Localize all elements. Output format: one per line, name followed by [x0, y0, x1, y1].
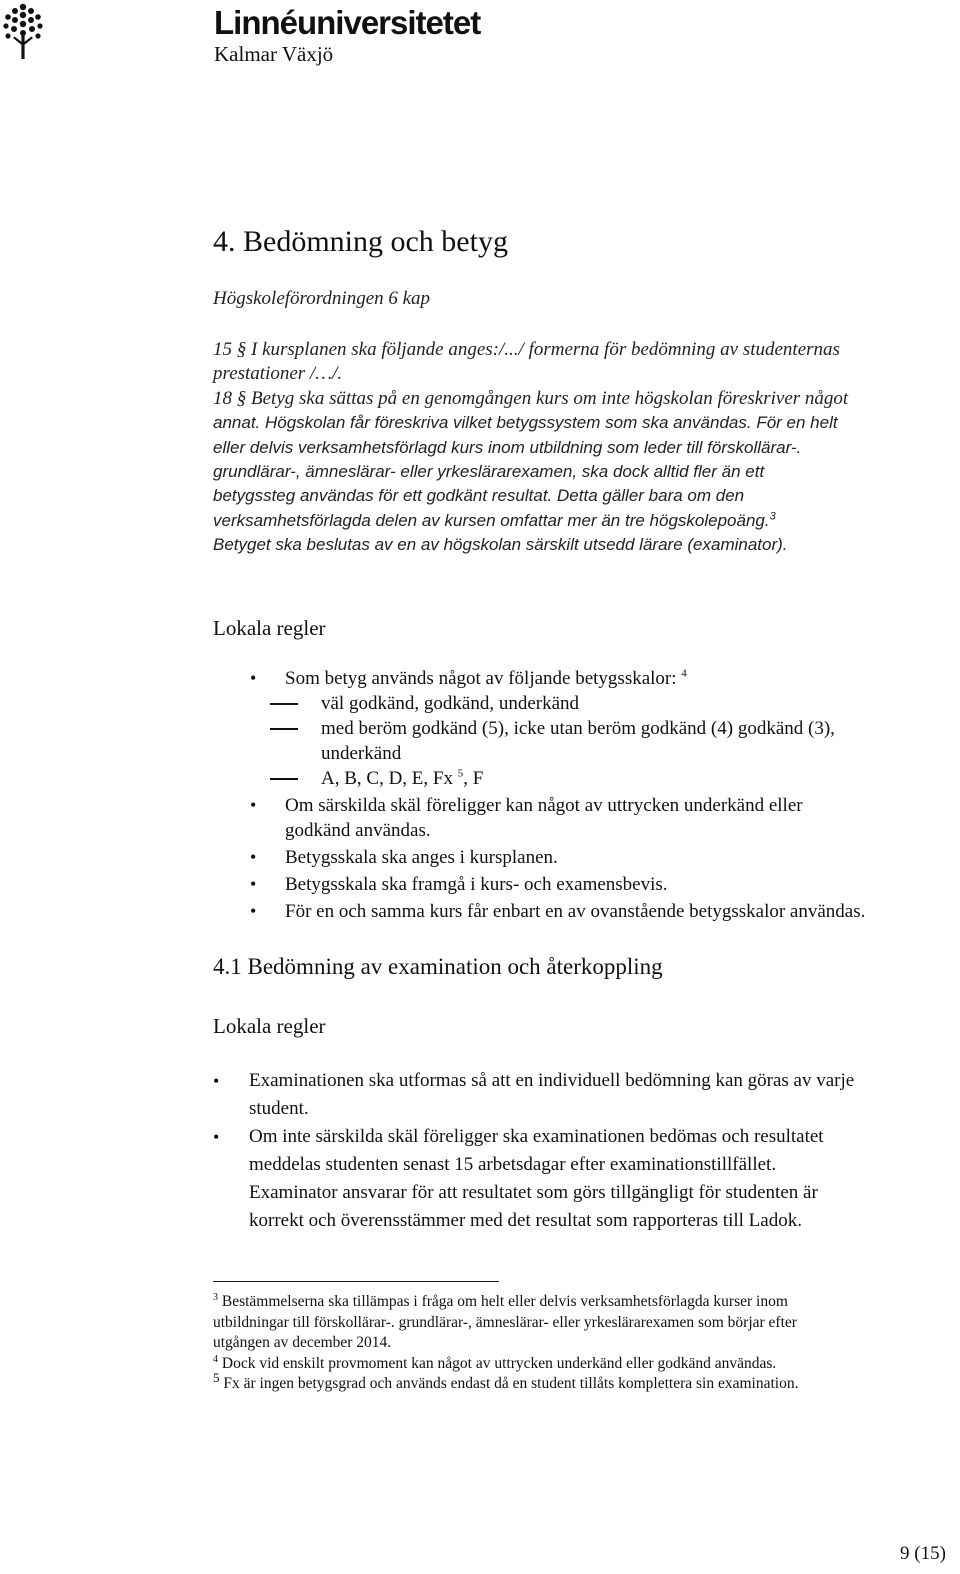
page-title: 4. Bedömning och betyg: [213, 225, 508, 258]
footnotes: [213, 1292, 953, 1395]
university-campuses: Kalmar Växjö: [214, 42, 334, 66]
list-item-continuation: student.: [249, 1098, 309, 1119]
list-item: • Som betyg används något av följande betygsskalor: $^4$: [250, 667, 687, 689]
grading-scale-list: [213, 666, 953, 924]
dash-icon: [270, 778, 298, 780]
dash-icon: [270, 728, 298, 730]
university-wordmark: Linnéuniversitetet: [214, 4, 481, 41]
section-heading: 4.1 Bedömning av examination och återkoppling: [213, 954, 663, 979]
ordinance-line: annat. Högskolan får föreskriva vilket betygssystem som ska användas. För en helt: [213, 413, 838, 433]
footnote: $^4$ Dock vid enskilt provmoment kan något av uttrycken underkänd eller godkänd användas.: [213, 1353, 777, 1372]
list-item: med beröm godkänd (5), icke utan beröm godkänd (4) godkänd (3),: [213, 716, 953, 741]
footnote-continuation: utgången av december 2014.: [213, 1334, 392, 1352]
tree-logo-icon: [2, 2, 44, 60]
list-item-continuation: Examinator ansvarar för att resultatet som görs tillgängligt för studenten är: [249, 1182, 818, 1203]
list-item: • Om särskilda skäl föreligger kan något av uttrycken underkänd eller: [250, 795, 803, 816]
list-item: • Examinationen ska utformas så att en individuell bedömning kan göras av varje: [213, 1067, 933, 1095]
footnote-ref: 4: [681, 667, 687, 680]
bullet-icon: •: [250, 874, 257, 894]
list-item: A, B, C, D, E, Fx $^5$, F: [213, 766, 953, 791]
page-number: 9 (15): [900, 1543, 946, 1564]
footnote: $^5$ Fx är ingen betygsgrad och används endast då en student tillåts komplettera sin examination.: [213, 1370, 799, 1393]
ordinance-line: 18 § Betyg ska sättas på en genomgången kurs om inte högskolan föreskriver något: [213, 387, 849, 409]
ordinance-line: Betyget ska beslutas av en av högskolan särskilt utsedd lärare (examinator).: [213, 535, 788, 555]
list-item-continuation: meddelas studenten senast 15 arbetsdagar efter examinationstillfället.: [249, 1154, 777, 1175]
ordinance-line: eller delvis verksamhetsförlagd kurs inom utbildning som leder till förskollärar-.: [213, 437, 802, 457]
footnote-ref: 5: [457, 767, 464, 780]
ordinance-line: betygssteg användas för ett godkänt resultat. Detta gäller bara om den: [213, 486, 745, 506]
footnote: $^3$ Bestämmelserna ska tillämpas i fråga om helt eller delvis verksamhetsförlagda kurser inom: [213, 1291, 788, 1310]
ordinance-title: Högskoleförordningen 6 kap: [213, 288, 431, 309]
bullet-icon: •: [250, 668, 257, 688]
ordinance-line: prestationer /…/.: [213, 363, 343, 385]
list-item-continuation: godkänd användas.: [285, 820, 431, 841]
list-item: • Betygsskala ska anges i kursplanen.: [250, 847, 558, 868]
local-rules-label: Lokala regler: [213, 1014, 326, 1038]
list-item-continuation: underkänd: [321, 743, 402, 764]
bullet-icon: •: [213, 1127, 220, 1147]
footnote-continuation: utbildningar till förskollärar-. grundlärar-, ämneslärar- eller yrkeslärarexamen som börjar efter: [213, 1313, 797, 1331]
list-item: • För en och samma kurs får enbart en av ovanstående betygsskalor användas.: [250, 901, 866, 922]
bullet-icon: •: [250, 901, 257, 921]
bullet-icon: •: [250, 795, 257, 815]
list-item-continuation: korrekt och överensstämmer med det resultat som rapporteras till Ladok.: [249, 1210, 802, 1231]
bullet-icon: •: [213, 1071, 220, 1091]
list-item: • Om inte särskilda skäl föreligger ska examinationen bedömas och resultatet: [213, 1123, 933, 1151]
local-rules-label: Lokala regler: [213, 616, 326, 640]
ordinance-quote: [213, 338, 948, 558]
ordinance-line: verksamhetsförlagda delen av kursen omfattar mer än tre högskolepoäng.$^3$: [213, 510, 776, 530]
list-item: • Betygsskala ska framgå i kurs- och examensbevis.: [250, 874, 668, 895]
ordinance-line: 15 § I kursplanen ska följande anges:/.../ formerna för bedömning av studenternas: [213, 339, 840, 360]
dash-icon: [270, 703, 298, 705]
list-item: väl godkänd, godkänd, underkänd: [213, 691, 953, 716]
footnote-divider: [213, 1281, 499, 1282]
examination-rules-list: [213, 1067, 933, 1235]
ordinance-line: grundlärar-, ämneslärar- eller yrkeslärarexamen, ska dock alltid fler än ett: [213, 462, 765, 482]
bullet-icon: •: [250, 847, 257, 867]
footnote-ref: 3: [769, 510, 776, 523]
